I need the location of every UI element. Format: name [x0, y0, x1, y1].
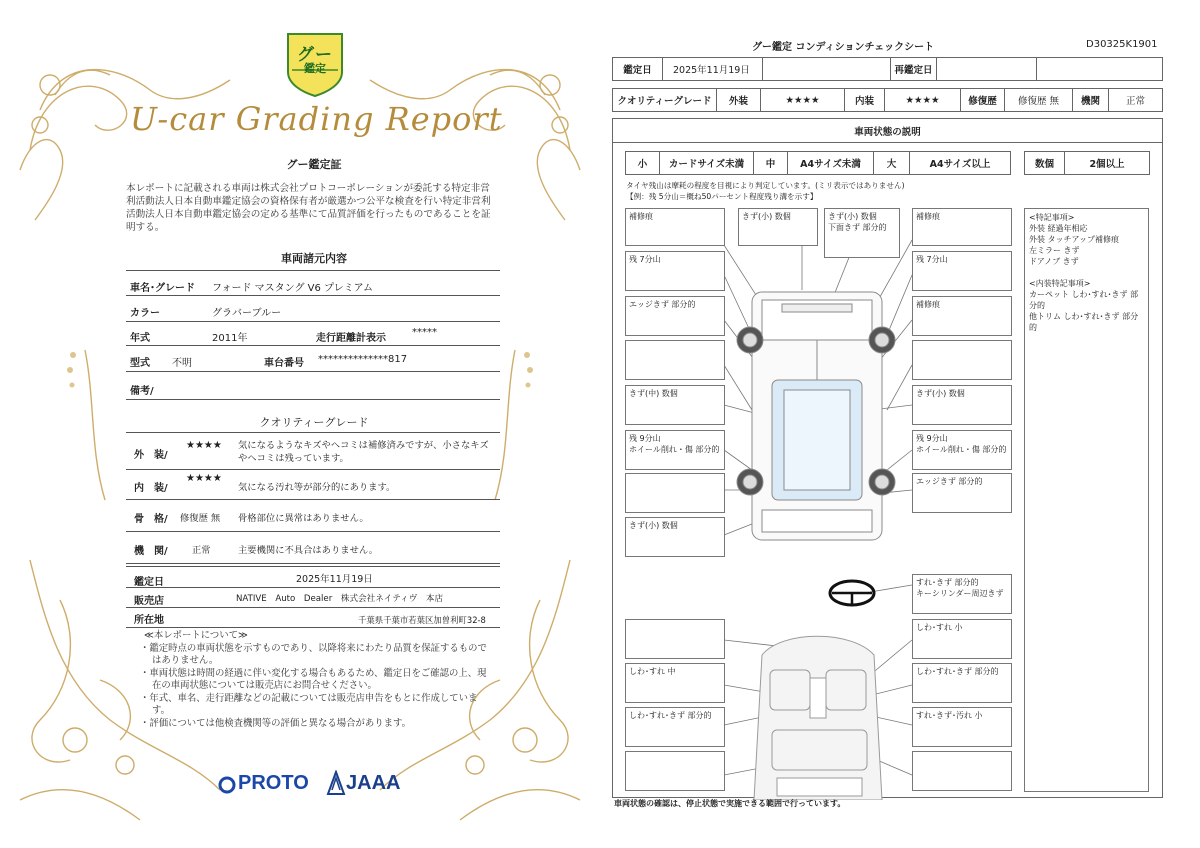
name-label: 車名･グレード [130, 283, 195, 294]
callout-box: 残 7分山 [625, 251, 725, 291]
frame-label: 骨 格/ [134, 514, 168, 525]
exterior-comment: 気になるようなキズやヘコミは補修済みですが、小さなキズやヘコミは残っています。 [238, 440, 489, 464]
callout-box: エッジきず 部分的 [912, 473, 1012, 513]
spec-row-name [126, 270, 500, 296]
chassis-label: 車台番号 [264, 358, 304, 369]
callout-box: きず(小) 数個 [738, 208, 818, 246]
interior-short-label: 内装 [845, 89, 885, 111]
callout-line: すれ･きず 部分的 [916, 578, 979, 587]
proto-mark-icon [218, 774, 236, 796]
year-label: 年式 [130, 333, 150, 344]
frame-comment: 骨格部位に異常はありません。 [238, 513, 369, 524]
spec-row-remarks [126, 372, 500, 400]
special-notes [1024, 208, 1149, 792]
callout-box [625, 473, 725, 513]
notice-item: ・年式、車名、走行距離などの記載については販売店申告をもとに作成しています。 [140, 692, 478, 716]
repair-label: 修復歴 [961, 89, 1005, 111]
callout-line: ホイール削れ・傷 部分的 [916, 445, 1007, 454]
callout-box [625, 340, 725, 380]
seal-text-top: グー [297, 45, 333, 65]
callout-box: 補修痕 [912, 296, 1012, 336]
engine-comment: 主要機関に不具合はありません。 [238, 545, 379, 556]
size-large-desc: A4サイズ以上 [929, 159, 991, 170]
callout-box: 残 7分山 [912, 251, 1012, 291]
interior-note: カーペット しわ･すれ･きず 部分的 [1029, 290, 1139, 310]
callout-box: しわ･すれ･きず 部分的 [625, 707, 725, 747]
certificate-heading: グー鑑定証 [286, 158, 342, 171]
callout-box [824, 208, 900, 258]
size-medium-desc: A4サイズ未満 [788, 152, 874, 174]
report-notice [140, 630, 490, 730]
reinspect-date-value [937, 58, 1037, 80]
callout-box: すれ･きず･汚れ 小 [912, 707, 1012, 747]
special-note: 外装 経過年相応 [1029, 224, 1088, 233]
interior-short-value: ★★★★ [885, 89, 961, 111]
notice-item: ・車両状態は時間の経過に伴い変化する場合もあるため、鑑定日をご確認の上、現在の車両状態については販売店にお問合せください。 [140, 667, 487, 691]
callout-box: エッジきず 部分的 [625, 296, 725, 336]
callout-line: 残 9分山 [629, 434, 661, 443]
callout-box: 補修痕 [912, 208, 1012, 246]
count-legend [1024, 151, 1150, 175]
frame-value: 修復歴 無 [180, 513, 221, 524]
cert-date-value: 2025年11月19日 [296, 574, 373, 585]
callout-box: きず(小) 数個 [912, 385, 1012, 425]
sheet-footer: 車両状態の確認は、停止状態で実施できる範囲で行っています。 [614, 799, 846, 808]
quality-heading: クオリティーグレード [259, 416, 369, 429]
mileage-value: ***** [412, 327, 437, 338]
tire-note-2: 【例：残 5分山＝概ね50パーセント程度残り溝を示す】 [626, 192, 818, 201]
size-legend [625, 151, 1011, 175]
exterior-short-value: ★★★★ [761, 89, 845, 111]
callout-box [625, 430, 725, 470]
size-small-desc: カードサイズ未満 [660, 152, 754, 174]
address-label: 所在地 [134, 615, 164, 626]
engine-short-value: 正常 [1125, 96, 1145, 107]
grade-row [612, 88, 1163, 112]
notice-item: ・鑑定時点の車両状態を示すものであり、以降将来にわたり品質を保証するものではありません。 [140, 642, 487, 666]
size-large: 大 [874, 152, 910, 174]
repair-value: 修復歴 無 [1005, 89, 1073, 111]
remarks-label: 備考/ [130, 386, 154, 397]
jaaa-logo: JAAA [346, 772, 401, 794]
chassis-value: **************817 [318, 354, 408, 365]
condition-section-title: 車両状態の説明 [613, 119, 1162, 143]
exterior-stars: ★★★★ [186, 440, 222, 451]
spec-row-year [126, 322, 500, 346]
interior-comment: 気になる汚れ等が部分的にあります。 [238, 482, 396, 493]
car-interior-view [754, 636, 882, 800]
interior-label: 内 装/ [134, 483, 168, 494]
color-label: カラー [130, 308, 160, 319]
car-top-view [737, 292, 895, 540]
dealer-value: NATIVE Auto Dealer 株式会社ネイティヴ 本店 [236, 594, 444, 604]
dealer-label: 販売店 [134, 596, 164, 607]
proto-logo: PROTO [238, 772, 309, 794]
interior-stars: ★★★★ [186, 473, 222, 484]
interior-note: 他トリム しわ･すれ･きず 部分的 [1029, 312, 1139, 332]
callout-box: 補修痕 [625, 208, 725, 246]
mileage-label: 走行距離計表示 [316, 333, 386, 344]
special-notes-title: <特記事項> [1029, 213, 1075, 222]
model-label: 型式 [130, 358, 150, 369]
seal-text-bottom: 鑑定 [304, 62, 326, 75]
reinspect-date-label: 再鑑定日 [891, 58, 937, 80]
callout-box [912, 340, 1012, 380]
exterior-label: 外 装/ [134, 450, 168, 461]
spec-row-model [126, 346, 500, 372]
engine-value: 正常 [192, 545, 211, 556]
callout-box: しわ･すれ 小 [912, 619, 1012, 659]
jaaa-mark-icon [326, 770, 346, 796]
interior-notes-title: <内装特記事項> [1029, 279, 1091, 288]
callout-box [625, 619, 725, 659]
callout-line: 下面きず 部分的 [828, 223, 887, 232]
callout-line: 残 9分山 [916, 434, 948, 443]
notice-item: ・評価については他検査機関等の評価と異なる場合があります。 [140, 717, 411, 729]
spec-heading: 車両諸元内容 [281, 252, 347, 265]
color-value: グラバーブルー [212, 308, 282, 319]
inspection-date-value: 2025年11月19日 [663, 58, 763, 80]
sheet-title: グー鑑定 コンディションチェックシート [752, 42, 935, 53]
sheet-doc-id: D30325K1901 [1086, 39, 1158, 50]
callout-box: きず(中) 数個 [625, 385, 725, 425]
callout-box: しわ･すれ･きず 部分的 [912, 663, 1012, 703]
info-row-date [126, 566, 500, 588]
callout-box [912, 574, 1012, 614]
blank-cell [763, 58, 891, 80]
callout-line: きず(小) 数個 [828, 212, 877, 221]
quality-row-exterior [126, 432, 500, 470]
callout-line: ホイール削れ・傷 部分的 [629, 445, 720, 454]
cert-date-label: 鑑定日 [134, 577, 164, 588]
callout-line: キーシリンダー周辺きず [916, 589, 1004, 598]
address-value: 千葉県千葉市若葉区加曽利町32-8 [358, 615, 486, 625]
spec-row-color [126, 296, 500, 322]
name-value: フォード マスタング V6 プレミアム [212, 283, 373, 294]
model-value: 不明 [172, 358, 192, 369]
quality-row-interior [126, 470, 500, 500]
callout-box [912, 751, 1012, 791]
script-title: U-car Grading Report [130, 100, 503, 138]
size-small: 小 [626, 152, 660, 174]
size-medium: 中 [754, 152, 788, 174]
inspection-date-row [612, 57, 1163, 81]
special-note: ドアノブ きず [1029, 257, 1079, 266]
exterior-short-label: 外装 [717, 89, 761, 111]
count-desc: 2個以上 [1089, 159, 1125, 170]
certificate-intro: 本レポートに記載される車両は株式会社プロトコーポレーションが委託する特定非営利活動法人日本自動車鑑定協会の資格保有者が厳選かつ公平な検査を行い特定非営利活動法人日本自動車鑑定協会の定める基準にて品質評価を行ったものであることを証明する。 [126, 183, 491, 233]
callout-box [912, 430, 1012, 470]
engine-label: 機 関/ [134, 546, 168, 557]
year-value: 2011年 [212, 333, 248, 344]
info-row-address [126, 608, 500, 628]
engine-short-label: 機関 [1073, 89, 1109, 111]
callout-box: きず(小) 数個 [625, 517, 725, 557]
inspection-date-label: 鑑定日 [613, 58, 663, 80]
notice-title: ≪本レポートについて≫ [144, 630, 248, 641]
grade-label: クオリティーグレード [613, 89, 717, 111]
tire-note-1: タイヤ残山は摩耗の程度を目視により判定しています。(ミリ表示ではありません) [626, 181, 905, 190]
info-row-dealer [126, 588, 500, 608]
count-label: 数個 [1025, 152, 1065, 174]
callout-box: しわ･すれ 中 [625, 663, 725, 703]
quality-row-engine [126, 532, 500, 564]
special-note: 左ミラー きず [1029, 246, 1080, 255]
blank-cell [1037, 58, 1162, 80]
callout-box [625, 751, 725, 791]
quality-row-frame [126, 500, 500, 532]
steering-wheel-icon [830, 581, 874, 605]
special-note: 外装 タッチアップ補修痕 [1029, 235, 1119, 244]
